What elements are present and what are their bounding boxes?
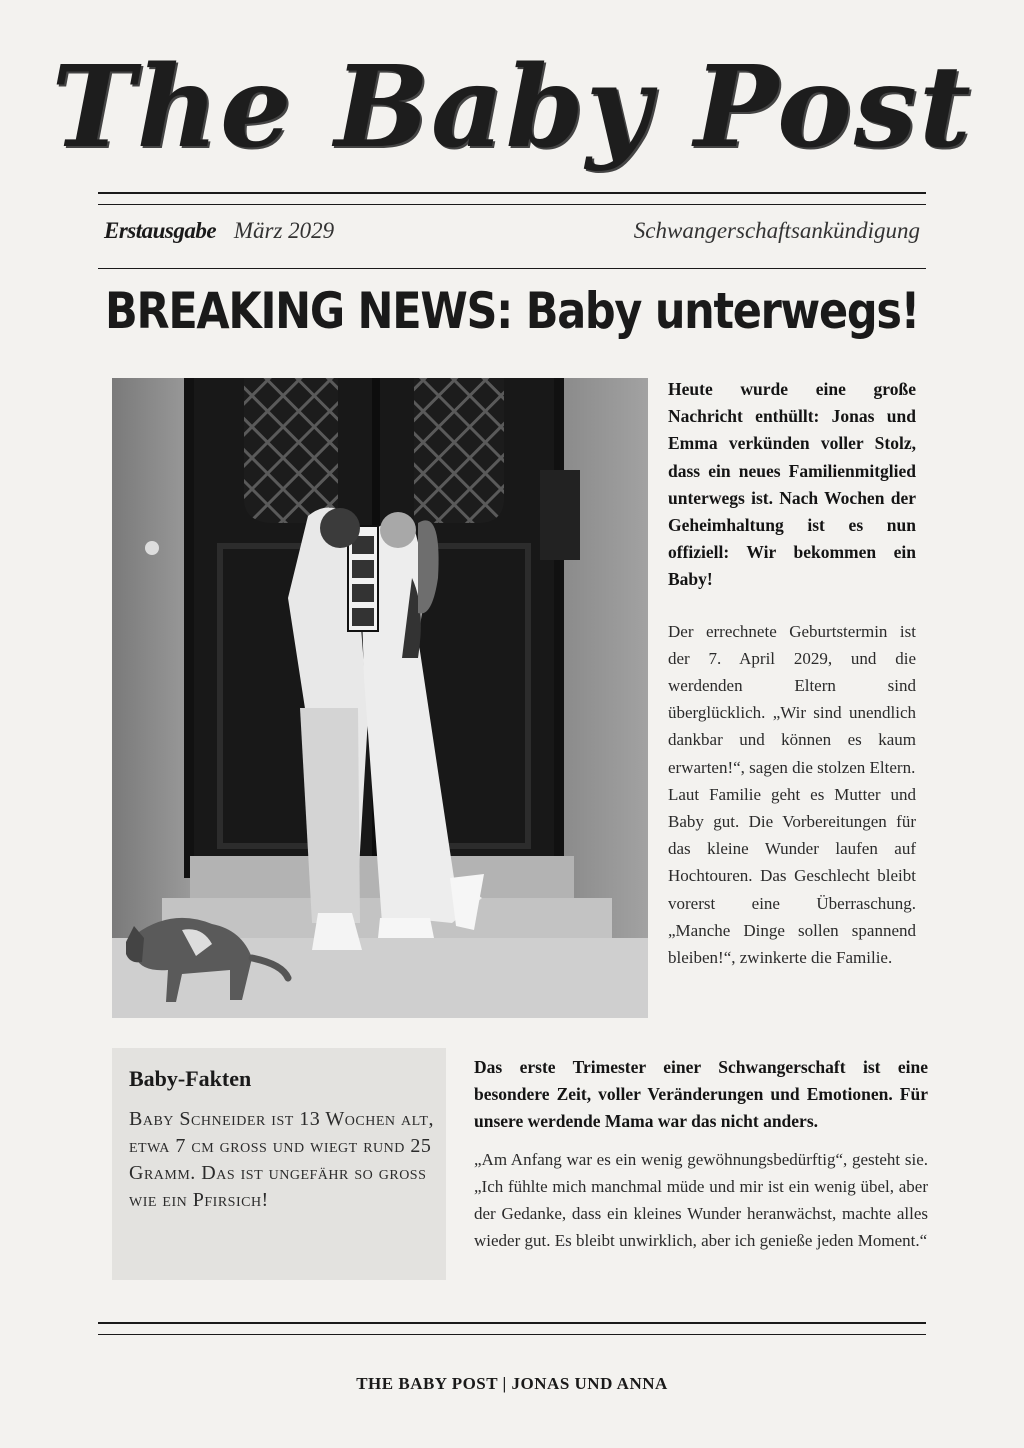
edition-label: Erstausgabe xyxy=(104,218,217,243)
bottom-rule-thin xyxy=(98,1334,926,1335)
baby-facts-box xyxy=(112,1048,446,1280)
trimester-column xyxy=(474,1054,928,1254)
bottom-rule-thick xyxy=(98,1322,926,1324)
issue-date: März 2029 xyxy=(233,218,335,243)
masthead xyxy=(0,38,1024,178)
couple-photo xyxy=(112,378,648,1018)
baby-facts-text: Baby Schneider ist 13 Wochen alt, etwa 7 cm gross und wiegt rund 25 Gramm. Das ist ungefähr so gross wie ein Pfirsich! xyxy=(129,1108,434,1211)
footer-credit: THE BABY POST | JONAS UND ANNA xyxy=(356,1374,668,1393)
baby-facts-title: Baby-Fakten xyxy=(129,1066,252,1091)
dateline xyxy=(104,218,920,254)
headline: BREAKING NEWS: Baby unterwegs! xyxy=(105,282,919,340)
newspaper-title: The Baby Post xyxy=(51,42,973,173)
top-rule-thick xyxy=(98,192,926,194)
announcement-type: Schwangerschaftsankündigung xyxy=(633,218,920,243)
trimester-quote: „Am Anfang war es ein wenig gewöhnungsbedürftig“, gesteht sie. „Ich fühlte mich manchmal müde und mir ist ein wenig übel, aber der Gedanke, dass ein kleines Wunder heranwächst, machte alles wieder gut. Es bleibt unwirklich, aber ich genieße jeden Moment.“ xyxy=(474,1149,928,1251)
article-column-right xyxy=(668,376,916,971)
dateline-rule xyxy=(98,268,926,269)
trimester-lead: Das erste Trimester einer Schwangerschaft ist eine besondere Zeit, voller Veränderungen und Emotionen. Für unsere werdende Mama war das nicht anders. xyxy=(474,1057,928,1132)
article-paragraph-2: Laut Familie geht es Mutter und Baby gut. Die Vorbereitungen für das kleine Wunder laufen auf Hochtouren. Das Geschlecht bleibt vorerst eine Überraschung. „Manche Dinge sollen spannend bleiben!“, zwinkerte die Familie. xyxy=(668,784,916,968)
article-lead: Heute wurde eine große Nachricht enthüllt: Jonas und Emma verkünden voller Stolz, dass ein neues Familienmitglied unterwegs ist. Nach Wochen der Geheimhaltung ist es nun offiziell: Wir bekommen ein Baby! xyxy=(668,379,916,590)
article-paragraph-1: Der errechnete Geburtstermin ist der 7. April 2029, und die werdenden Eltern sind überglücklich. „Wir sind unendlich dankbar und können es kaum erwarten!“, sagen die stolzen Eltern. xyxy=(668,621,916,777)
top-rule-thin xyxy=(98,204,926,205)
